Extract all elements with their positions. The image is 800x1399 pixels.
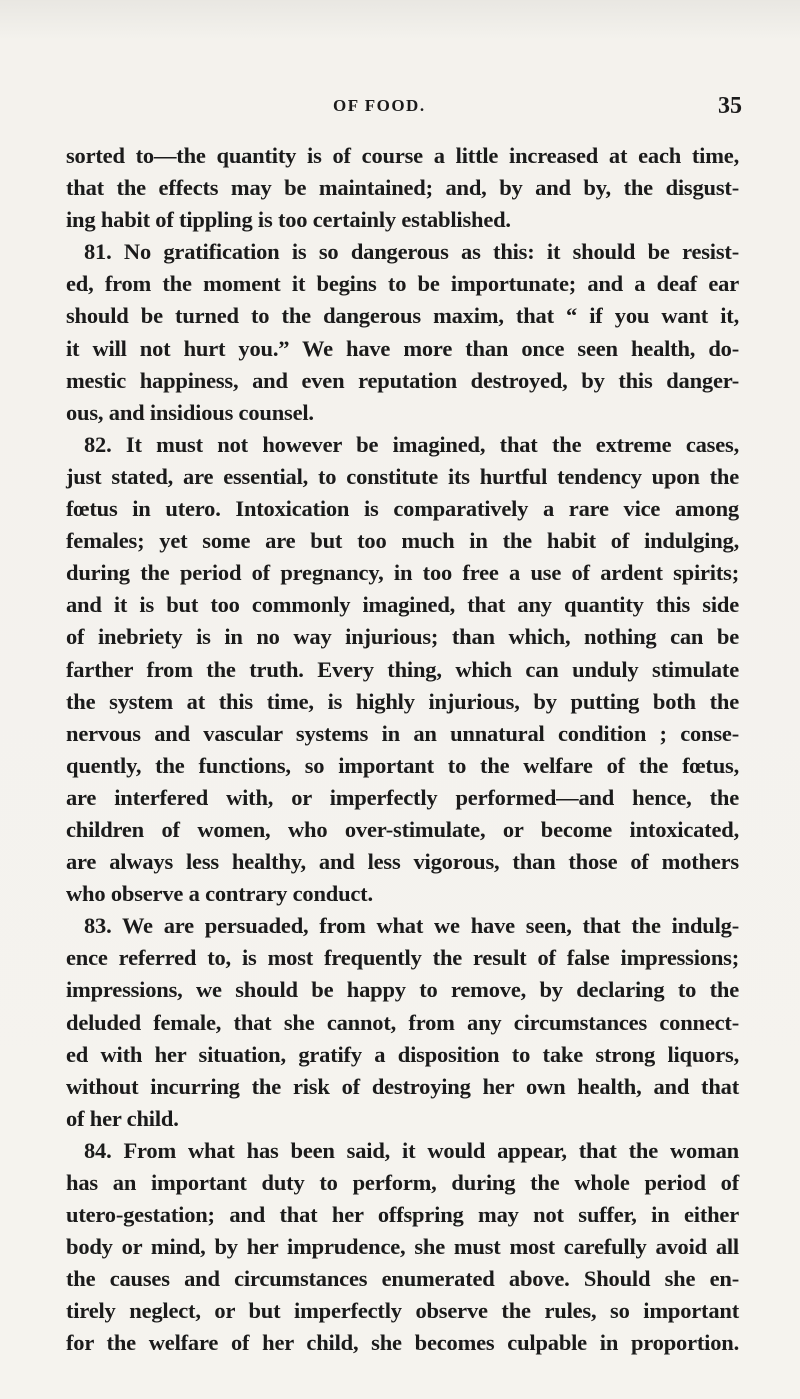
running-head: OF FOOD.: [333, 96, 426, 115]
text-line: ed, from the moment it begins to be importunate; and a deaf ear: [66, 271, 739, 297]
text-line: of inebriety is in no way injurious; than which, nothing can be: [66, 624, 739, 650]
text-line: should be turned to the dangerous maxim, that “ if you want it,: [66, 303, 739, 329]
text-line: body or mind, by her imprudence, she must most carefully avoid all: [66, 1234, 739, 1260]
text-line: fœtus in utero. Intoxication is comparatively a rare vice among: [66, 496, 739, 522]
text-line: for the welfare of her child, she becomes culpable in proportion.: [66, 1330, 739, 1356]
text-line: children of women, who over-stimulate, or become intoxicated,: [66, 816, 739, 842]
text-line: are interfered with, or imperfectly performed—and hence, the: [66, 784, 739, 810]
body-text: [66, 140, 739, 1360]
text-line: the causes and circumstances enumerated above. Should she en-: [66, 1266, 739, 1292]
text-line: 81. No gratification is so dangerous as this: it should be resist-: [84, 239, 739, 265]
text-line: quently, the functions, so important to the welfare of the fœtus,: [66, 752, 739, 778]
page-header: [0, 93, 800, 130]
text-line: ous, and insidious counsel.: [66, 399, 314, 425]
page-number: 35: [718, 93, 742, 119]
text-line: that the effects may be maintained; and, by and by, the disgust-: [66, 175, 739, 201]
text-line: it will not hurt you.” We have more than once seen health, do-: [66, 335, 739, 361]
text-line: just stated, are essential, to constitute its hurtful tendency upon the: [66, 463, 739, 489]
text-line: ence referred to, is most frequently the result of false impressions;: [66, 945, 739, 971]
text-line: females; yet some are but too much in the habit of indulging,: [66, 528, 739, 554]
text-line: 82. It must not however be imagined, that the extreme cases,: [84, 431, 739, 457]
text-line: utero-gestation; and that her offspring may not suffer, in either: [66, 1202, 739, 1228]
text-line: during the period of pregnancy, in too free a use of ardent spirits;: [66, 560, 739, 586]
text-line: farther from the truth. Every thing, which can unduly stimulate: [66, 656, 739, 682]
text-line: deluded female, that she cannot, from any circumstances connect-: [66, 1009, 739, 1035]
text-line: sorted to—the quantity is of course a little increased at each time,: [66, 143, 739, 168]
text-line: who observe a contrary conduct.: [66, 881, 373, 907]
text-line: tirely neglect, or but imperfectly observe the rules, so important: [66, 1298, 739, 1324]
text-line: ing habit of tippling is too certainly established.: [66, 207, 511, 233]
text-line: and it is but too commonly imagined, that any quantity this side: [66, 592, 739, 618]
text-line: without incurring the risk of destroying her own health, and that: [66, 1073, 739, 1099]
text-line: nervous and vascular systems in an unnatural condition ; conse-: [66, 720, 739, 746]
text-line: has an important duty to perform, during the whole period of: [66, 1170, 739, 1195]
text-line: 84. From what has been said, it would appear, that the woman: [84, 1137, 739, 1163]
text-line: impressions, we should be happy to remove, by declaring to the: [66, 977, 739, 1003]
text-line: mestic happiness, and even reputation destroyed, by this danger-: [66, 367, 739, 393]
text-line: of her child.: [66, 1105, 179, 1131]
text-line: the system at this time, is highly injurious, by putting both the: [66, 688, 739, 714]
text-line: are always less healthy, and less vigorous, than those of mothers: [66, 849, 739, 875]
text-line: 83. We are persuaded, from what we have seen, that the indulg-: [84, 913, 739, 939]
text-line: ed with her situation, gratify a disposition to take strong liquors,: [66, 1041, 739, 1067]
